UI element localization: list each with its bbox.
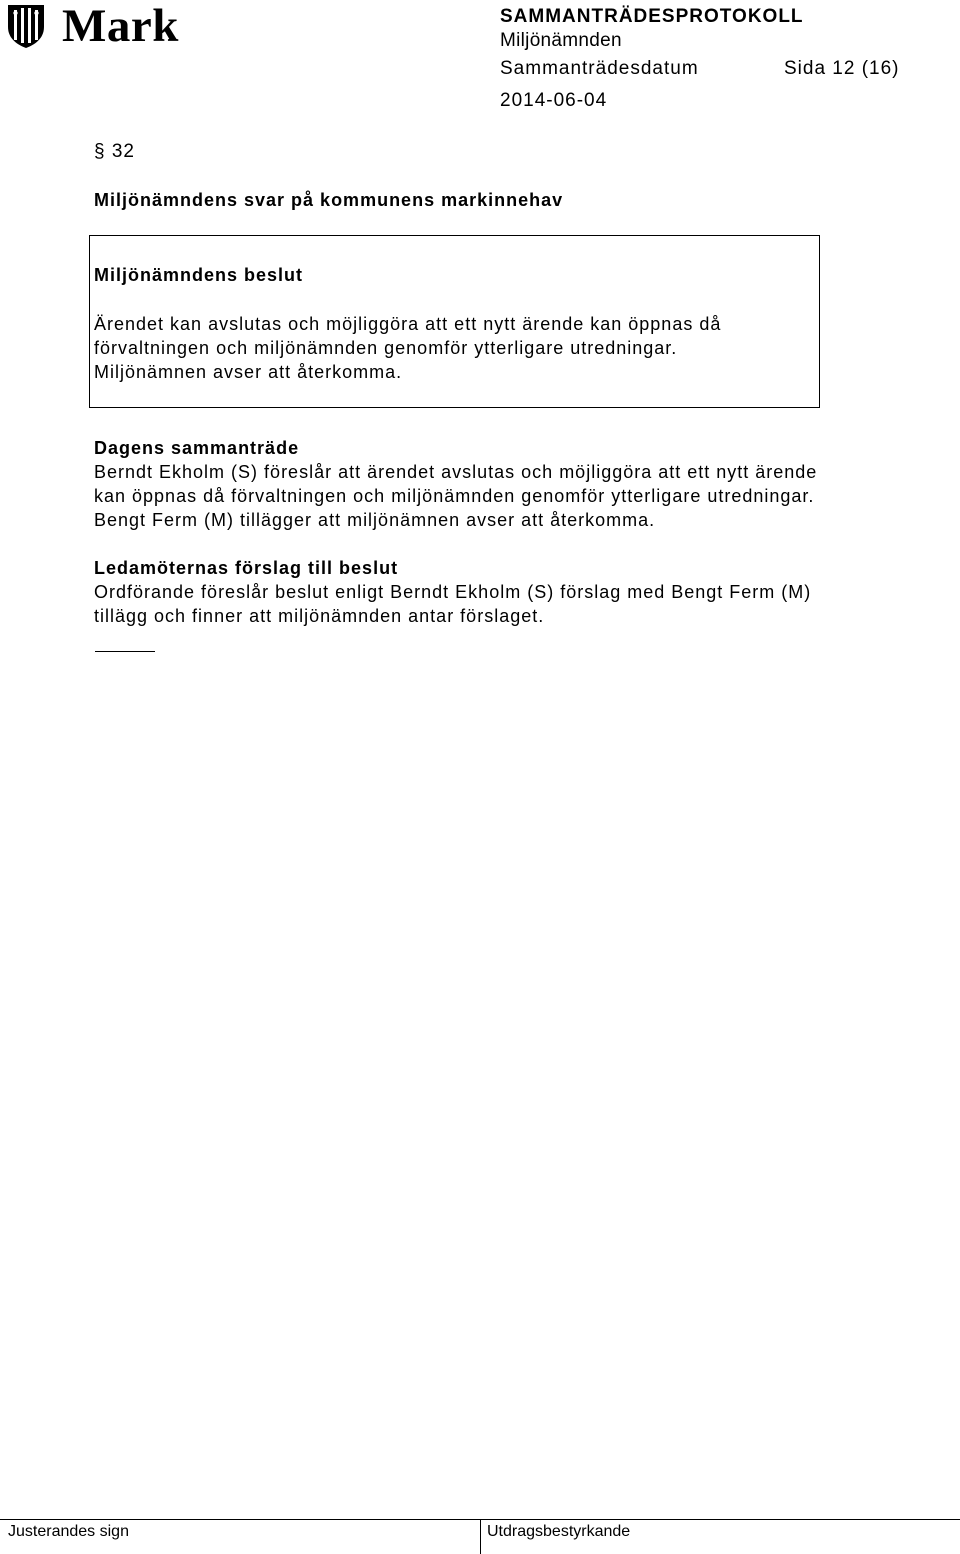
meeting-date-label: Sammanträdesdatum: [500, 58, 699, 79]
proposal-text: [94, 580, 811, 628]
meeting-date: 2014-06-04: [500, 90, 608, 111]
meeting-line: kan öppnas då förvaltningen och miljönämnden genomför ytterligare utredningar.: [94, 486, 815, 506]
municipality-crest-icon: [6, 3, 46, 49]
section-end-rule: [95, 651, 155, 652]
signature-label: Justerandes sign: [8, 1523, 129, 1540]
page-number: Sida 12 (16): [784, 58, 900, 79]
proposal-line: Ordförande föreslår beslut enligt Berndt Ekholm (S) förslag med Bengt Ferm (M): [94, 582, 812, 602]
footer-divider: [480, 1519, 481, 1554]
decision-line: förvaltningen och miljönämnden genomför ytterligare utredningar.: [94, 338, 678, 358]
decision-line: Miljönämnen avser att återkomma.: [94, 362, 403, 382]
logo-wordmark: Mark: [62, 0, 179, 52]
case-title: Miljönämndens svar på kommunens markinnehav: [94, 190, 564, 210]
meeting-text: [94, 460, 817, 532]
document-type: SAMMANTRÄDESPROTOKOLL: [500, 6, 804, 27]
meeting-heading: Dagens sammanträde: [94, 438, 300, 458]
certification-label: Utdragsbestyrkande: [487, 1523, 631, 1540]
proposal-heading: Ledamöternas förslag till beslut: [94, 558, 399, 578]
meeting-line: Berndt Ekholm (S) föreslår att ärendet avslutas och möjliggöra att ett nytt ärende: [94, 462, 818, 482]
section-number: § 32: [94, 141, 135, 162]
decision-heading: Miljönämndens beslut: [94, 265, 304, 285]
meeting-line: Bengt Ferm (M) tillägger att miljönämnen avser att återkomma.: [94, 510, 656, 530]
committee-name: Miljönämnden: [500, 30, 622, 51]
proposal-line: tillägg och finner att miljönämnden antar förslaget.: [94, 606, 545, 626]
decision-line: Ärendet kan avslutas och möjliggöra att ett nytt ärende kan öppnas då: [94, 314, 722, 334]
decision-text: [94, 312, 721, 384]
